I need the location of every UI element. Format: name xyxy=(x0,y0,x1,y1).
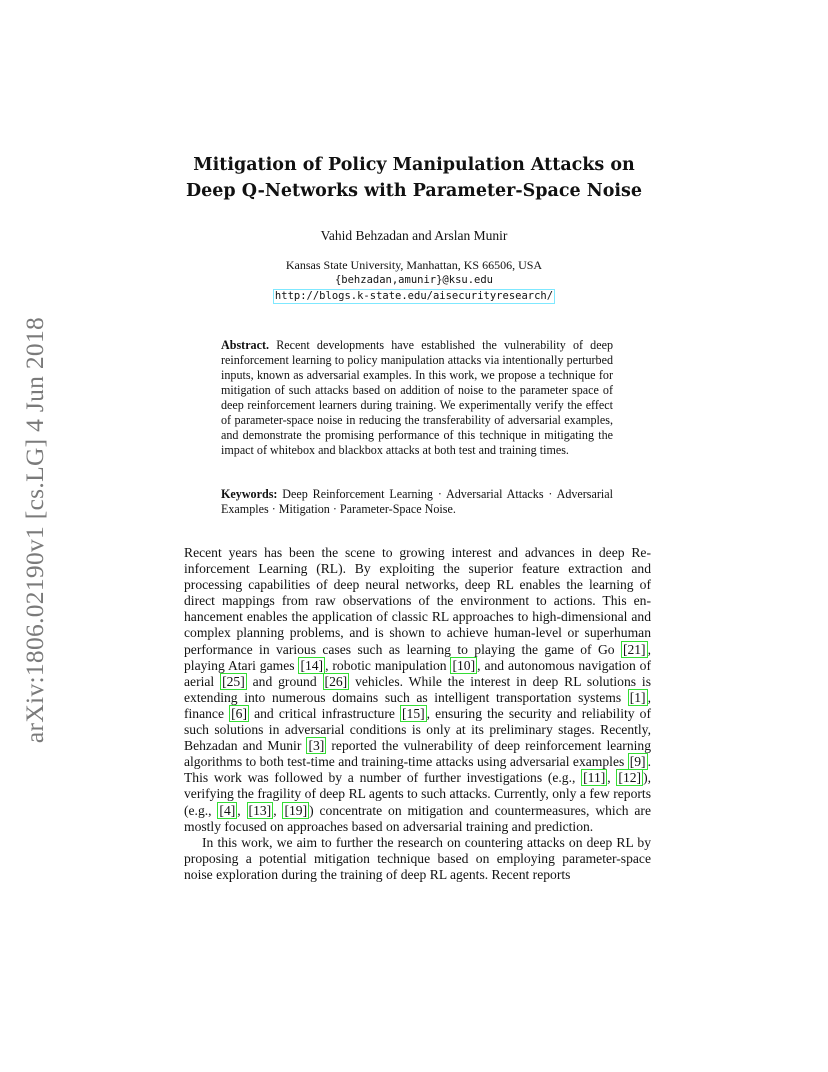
citation-link[interactable]: [3] xyxy=(308,738,325,754)
text-run: vehicles. While the interest in deep RL solutions is extending into numerous domains such as intelligent transportation systems xyxy=(184,673,651,705)
citation-link[interactable]: [10] xyxy=(452,657,476,673)
abstract-label: Abstract. xyxy=(221,338,270,352)
text-run: . This work was followed by a number of further investigations (e.g., xyxy=(184,754,651,786)
keywords-label: Keywords: xyxy=(221,487,278,501)
citation-link[interactable]: [14] xyxy=(300,657,324,673)
citation-link[interactable]: [4] xyxy=(219,802,236,818)
text-run: and critical infrastructure xyxy=(248,705,401,721)
keywords-text: Deep Reinforcement Learning · Adversarial Attacks · Adversarial Examples · Mitigation · Parameter-Space Noise. xyxy=(221,487,613,517)
text-run: , xyxy=(273,802,283,818)
citation-link[interactable]: [25] xyxy=(222,673,245,689)
citation-link[interactable]: [19] xyxy=(284,802,308,818)
text-run: , finance xyxy=(184,689,651,721)
abstract-text: Recent developments have established the vulnerability of deep reinforcement learning to policy manipulation attacks via intentionally perturbed inputs, known as adversarial examples. In this work, we propose a technique for mitigation of such attacks based on addition of noise to the parameter space of deep reinforcement learners during training. We experimentally verify the effect of parameter-space noise in reducing the transferability of adversarial examples, and demonstrate the promising performance of this technique in mitigating the impact of whitebox and blackbox attacks at both test and training times. xyxy=(221,338,613,458)
citation-link[interactable]: [26] xyxy=(324,673,348,689)
introduction-body xyxy=(184,545,651,883)
title-line-2: Deep Q-Networks with Parameter-Space Noise xyxy=(185,181,643,201)
citation-link[interactable]: [1] xyxy=(629,689,646,705)
arxiv-identifier: arXiv:1806.02190v1 [cs.LG] 4 Jun 2018 xyxy=(20,316,49,744)
affiliation: Kansas State University, Manhattan, KS 66506, USA xyxy=(285,258,543,272)
author-list: Vahid Behzadan and Arslan Munir xyxy=(320,228,508,243)
citation-link[interactable]: [21] xyxy=(622,641,646,657)
paper-title xyxy=(150,152,678,204)
citation-link[interactable]: [15] xyxy=(402,705,425,721)
affiliation-block xyxy=(150,258,678,304)
text-run: Recent years has been the scene to growing interest and advances in deep Reinforcement Learning (RL). By exploiting the superior feature extraction and processing capabilities of deep neural networks, deep RL enables the learning of direct mappings from raw observations of the environment to actions. This enhancement enables the application of classic RL approaches to high-dimensional and complex planning problems, and is shown to achieve human-level or superhuman performance in various cases such as learning to playing the game of Go xyxy=(184,545,651,657)
title-line-1: Mitigation of Policy Manipulation Attacks on xyxy=(193,155,635,175)
text-run: ), verifying the fragility of deep RL agents to such attacks. Currently, only a few reports (e.g., xyxy=(184,770,652,818)
text-run: , and autonomous navigation of aerial xyxy=(184,657,651,689)
paragraph-2: In this work, we aim to further the research on countering attacks on deep RL by proposing a potential mitigation technique based on employing parameter-space noise exploration during the training of deep RL agents. Recent reports xyxy=(184,834,651,882)
text-run: ) concentrate on mitigation and countermeasures, which are mostly focused on approaches based on adversarial training and prediction. xyxy=(184,802,651,834)
text-run: reported the vulnerability of deep reinforcement learning algorithms to both test-time and training-time attacks using adversarial examples xyxy=(184,738,651,770)
arxiv-sidebar xyxy=(20,300,50,760)
citation-link[interactable]: [12] xyxy=(618,770,642,786)
citation-link[interactable]: [11] xyxy=(583,770,606,786)
text-run: , xyxy=(237,802,247,818)
text-run: , xyxy=(607,770,617,786)
citation-link[interactable]: [9] xyxy=(629,754,646,770)
abstract xyxy=(221,338,613,458)
citation-link[interactable]: [6] xyxy=(231,705,247,721)
text-run: and ground xyxy=(246,673,323,689)
text-run: , ensuring the security and reliability of such solutions in adversarial conditions is only at its preliminary stages. Recently, Behzadan and Munir xyxy=(184,705,651,754)
research-url-link[interactable]: http://blogs.k-state.edu/aisecurityresearch/ xyxy=(274,290,554,302)
author-email: {behzadan,amunir}@ksu.edu xyxy=(334,274,494,286)
citation-link[interactable]: [13] xyxy=(248,802,272,818)
text-run: , robotic manipulation xyxy=(325,657,451,673)
text-run: , playing Atari games xyxy=(184,641,651,673)
keywords xyxy=(221,487,613,517)
paragraph-1 xyxy=(184,545,651,835)
